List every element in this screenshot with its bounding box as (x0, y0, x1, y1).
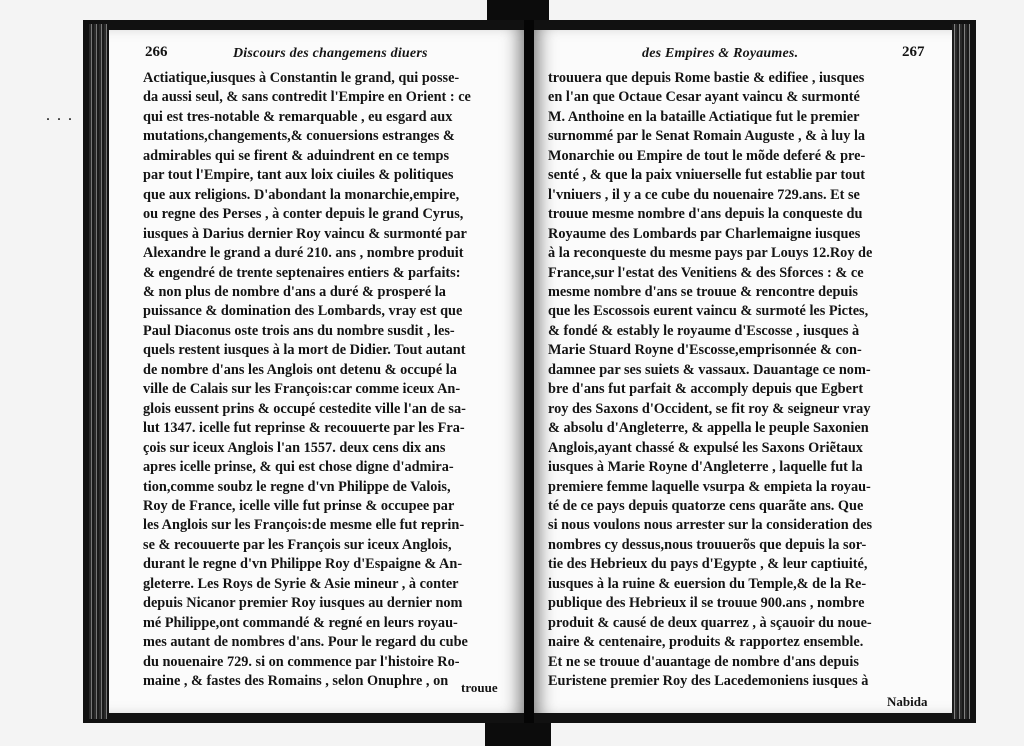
text-line: Paul Diaconus oste trois ans du nombre susdit , les- (143, 322, 455, 339)
text-line: du nouenaire 729. si on commence par l'histoire Ro- (143, 653, 460, 670)
left-page-text (143, 69, 513, 692)
text-line: iusques à Darius dernier Roy vaincu & surmonté par (143, 225, 467, 242)
text-line: tie des Hebrieux du pays d'Egypte , & leur captiuité, (548, 556, 868, 573)
text-line: & fondé & estably le royaume d'Escosse , iusques à (548, 322, 860, 339)
text-line: trouue mesme nombre d'ans depuis la conqueste du (548, 206, 863, 223)
text-line: les Anglois sur les François:de mesme elle fut reprin- (143, 517, 465, 534)
text-line: Anglois,ayant chassé & expulsé les Saxons Oriẽtaux (548, 439, 863, 456)
text-line: senté , & que la paix vniuerselle fut establie par tout (548, 167, 866, 184)
text-line: da aussi seul, & sans contredit l'Empire en Orient : ce (143, 89, 471, 106)
text-line: en l'an que Octaue Cesar ayant vaincu & surmonté (548, 89, 860, 106)
text-line: nombres cy dessus,nous trouuerõs que depuis la sor- (548, 536, 867, 553)
left-catchword: trouue (461, 680, 498, 695)
text-line: à la reconqueste du mesme pays par Louys 12.Roy de (548, 245, 873, 262)
text-line: naire & centenaire, produits & rapportez ensemble. (548, 634, 864, 651)
text-line: maine , & fastes des Romains , selon Onuphre , on (143, 673, 449, 690)
text-line: que aux religions. D'abondant la monarchie,empire, (143, 186, 460, 203)
text-line: l'vniuers , il y a ce cube du nouenaire 729.ans. Et se (548, 186, 860, 203)
text-line: depuis Nicanor premier Roy iusques au dernier nom (143, 595, 463, 612)
text-line: produit & causé de deux quarrez , à sçauoir du noue- (548, 614, 872, 631)
text-line: M. Anthoine en la bataille Actiatique fut le premier (548, 108, 860, 125)
text-line: que les Escossois eurent vaincu & surmoté les Pictes, (548, 303, 869, 320)
text-line: Roy de France, icelle ville fut prinse & occupee par (143, 497, 455, 514)
text-line: çois sur iceux Anglois l'an 1557. deux cens dix ans (143, 439, 446, 456)
text-line: damnee par ses suiets & vassaux. Dauantage ce nom- (548, 361, 871, 378)
left-page (109, 30, 524, 713)
text-line: Monarchie ou Empire de tout le mõde deferé & pre- (548, 147, 866, 164)
text-line: ou regne des Perses , à conter depuis le grand Cyrus, (143, 206, 464, 223)
left-page-number: 266 (145, 44, 168, 60)
text-line: té de ce pays depuis quatorze cens quarãte ans. Que (548, 497, 864, 514)
text-line: & absolu d'Angleterre, & appella le peuple Saxonien (548, 420, 869, 437)
text-line: Marie Stuard Royne d'Escosse,emprisonnée & con- (548, 342, 862, 359)
margin-mark: · · · (46, 112, 75, 126)
right-running-head: des Empires & Royaumes. (642, 46, 799, 61)
text-line: publique des Hebrieux il se trouue 900.ans , nombre (548, 595, 865, 612)
open-book (83, 20, 976, 723)
book-gutter (524, 20, 534, 723)
text-line: se & recouuerte par les François sur iceux Anglois, (143, 536, 452, 553)
text-line: mesme nombre d'ans se trouue & rencontre depuis (548, 283, 858, 300)
right-page (534, 30, 952, 713)
text-line: de nombre d'ans les Anglois ont detenu & occupé la (143, 361, 457, 378)
text-line: France,sur l'estat des Venitiens & des Sforces : & ce (548, 264, 864, 281)
text-line: mé Philippe,ont commandé & regné en leurs royau- (143, 614, 458, 631)
text-line: mes autant de nombres d'ans. Pour le regard du cube (143, 634, 468, 651)
text-line: surnommé par le Senat Romain Auguste , & à luy la (548, 128, 866, 145)
text-line: Alexandre le grand a duré 210. ans , nombre produit (143, 245, 464, 262)
text-line: premiere femme laquelle vsurpa & empieta la royau- (548, 478, 871, 495)
right-catchword: Nabida (887, 694, 928, 709)
text-line: iusques à la ruine & euersion du Temple,& de la Re- (548, 575, 867, 592)
text-line: lut 1347. icelle fut reprinse & recouuerte par les Fra- (143, 420, 465, 437)
text-line: puissance & domination des Lombards, vray est que (143, 303, 463, 320)
text-line: tion,comme soubz le regne d'vn Philippe de Valois, (143, 478, 451, 495)
text-line: Euristene premier Roy des Lacedemoniens iusques à (548, 673, 869, 690)
text-line: ville de Calais sur les François:car comme iceux An- (143, 381, 461, 398)
text-line: Et ne se trouue d'auantage de nombre d'ans depuis (548, 653, 859, 670)
text-line: Actiatique,iusques à Constantin le grand, qui posse- (143, 70, 460, 86)
text-line: gleterre. Les Roys de Syrie & Asie mineur , à conter (143, 575, 459, 592)
text-line: & non plus de nombre d'ans a duré & prosperé la (143, 283, 446, 300)
text-line: qui est tres-notable & remarquable , eu esgard aux (143, 108, 453, 125)
text-line: trouuera que depuis Rome bastie & edifiee , iusques (548, 70, 865, 86)
left-page-edges (89, 24, 107, 719)
right-page-number: 267 (902, 44, 925, 60)
right-page-edges (952, 24, 970, 719)
text-line: & engendré de trente septenaires entiers & parfaits: (143, 264, 461, 281)
text-line: bre d'ans fut parfait & accomply depuis que Egbert (548, 381, 864, 398)
text-line: glois eussent prins & occupé cestedite ville l'an de sa- (143, 400, 466, 417)
text-line: durant le regne d'vn Philippe Roy d'Espaigne & An- (143, 556, 463, 573)
text-line: roy des Saxons d'Occident, se fit roy & seigneur vray (548, 400, 871, 417)
text-line: iusques à Marie Royne d'Angleterre , laquelle fut la (548, 459, 863, 476)
text-line: Royaume des Lombards par Charlemaigne iusques (548, 225, 861, 242)
text-line: quels restent iusques à la mort de Didier. Tout autant (143, 342, 466, 359)
text-line: mutations,changements,& conuersions estranges & (143, 128, 455, 145)
text-line: apres icelle prinse, & qui est chose digne d'admira- (143, 459, 454, 476)
right-page-text (548, 69, 940, 692)
text-line: si nous voulons nous arrester sur la consideration des (548, 517, 873, 534)
text-line: par tout l'Empire, tant aux loix ciuiles & politiques (143, 167, 454, 184)
left-running-head: Discours des changemens diuers (233, 46, 428, 61)
text-line: admirables qui se firent & aduindrent en ce temps (143, 147, 450, 164)
